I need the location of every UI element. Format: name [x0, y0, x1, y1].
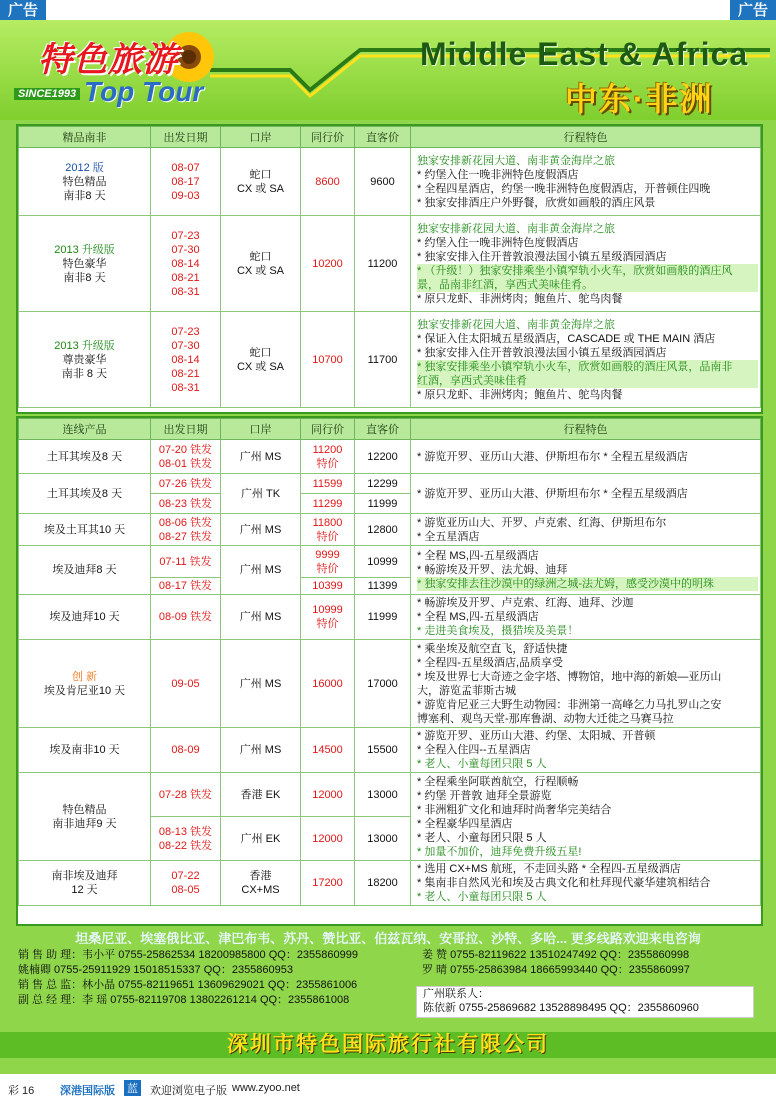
top-strip	[0, 0, 776, 20]
port-cell: 广州 MS	[221, 728, 301, 773]
date-cell: 08-17 铁发	[151, 578, 221, 595]
guangzhou-label: 广州联系人：	[423, 988, 489, 1000]
product-cell: 特色精品 南非迪拜9 天	[19, 773, 151, 861]
retail-price: 15500	[355, 728, 411, 773]
more-destinations: 坦桑尼亚、埃塞俄比亚、津巴布韦、苏丹、赞比亚、伯兹瓦纳、安哥拉、沙特、多哈... 更多线路欢迎来电咨询	[75, 931, 701, 946]
peer-price: 16000	[301, 640, 355, 728]
col-header: 出发日期	[151, 419, 221, 440]
region-title-en: Middle East & Africa	[420, 36, 749, 72]
date-cell: 08-13 铁发 08-22 铁发	[151, 817, 221, 861]
peer-price: 14500	[301, 728, 355, 773]
table-row	[19, 312, 761, 408]
product-cell: 埃及南非10 天	[19, 728, 151, 773]
product-cell: 土耳其埃及8 天	[19, 440, 151, 474]
table-row	[19, 640, 761, 728]
peer-price: 11599	[301, 474, 355, 494]
peer-price: 9999 特价	[301, 546, 355, 578]
table-row	[19, 728, 761, 773]
date-cell: 09-05	[151, 640, 221, 728]
table-row	[19, 474, 761, 494]
port-cell: 香港 CX+MS	[221, 861, 301, 906]
peer-price: 11200 特价	[301, 440, 355, 474]
brand-en: Top Tour	[84, 76, 204, 107]
contact-line: 姜 赞 0755-82119622 13510247492 QQ：2355860998	[422, 949, 690, 961]
features-cell: * 乘坐埃及航空直飞，舒适快捷 * 全程四-五星级酒店,品质享受 * 埃及世界七大奇迹之金字塔、博物馆，地中海的新娘—亚历山 大，游览孟菲斯古城 * 游览肯尼亚三大野生动物园：非洲第一高峰乞力马扎罗山之安 博塞利、观鸟天堂-那库鲁湖、动物大迁徙之马赛马拉	[411, 640, 761, 728]
dates-cell: 07-23 07-30 08-14 08-21 08-31	[151, 312, 221, 408]
contact-line: 罗 晴 0755-25863984 18665993440 QQ：2355860997	[422, 964, 690, 976]
product-cell: 土耳其埃及8 天	[19, 474, 151, 514]
page-number: 彩 16	[8, 1085, 35, 1097]
retail-price: 11700	[355, 312, 411, 408]
product-cell: 2012 版 特色精品 南非8 天	[19, 148, 151, 216]
date-cell: 08-23 铁发	[151, 494, 221, 514]
retail-price: 12200	[355, 440, 411, 474]
south-africa-panel	[16, 124, 763, 414]
footer	[0, 1074, 776, 1100]
contact-line: 销 售 总 监：林小晶 0755-82119651 13609629021 QQ：2355861006	[18, 979, 358, 991]
brand-since: SINCE1993	[14, 88, 80, 100]
ad-tag-right: 广告	[730, 0, 776, 20]
contact-line: 姚楠卿 0755-25911929 15018515337 QQ：2355860953	[18, 964, 294, 976]
peer-price: 11299	[301, 494, 355, 514]
table-row	[19, 773, 761, 817]
table-row	[19, 440, 761, 474]
port-cell: 广州 MS	[221, 640, 301, 728]
peer-price: 10200	[301, 216, 355, 312]
combo-panel	[16, 416, 763, 926]
port-cell: 广州 EK	[221, 817, 301, 861]
product-cell: 埃及迪拜8 天	[19, 546, 151, 595]
peer-price: 8600	[301, 148, 355, 216]
south-africa-table	[18, 126, 761, 408]
port-cell: 广州 MS	[221, 440, 301, 474]
peer-price: 12000	[301, 773, 355, 817]
features-cell: * 游览开罗、亚历山大港、约堡、太阳城、开普顿 * 全程入住四--五星酒店 * 老人、小童每团只限 5 人	[411, 728, 761, 773]
port-cell: 广州 TK	[221, 474, 301, 514]
product-cell: 创 新 埃及肯尼亚10 天	[19, 640, 151, 728]
features-cell: * 畅游埃及开罗、卢克索、红海、迪拜、沙迦 * 全程 MS,四-五星级酒店 * 走进美食埃及，摄猎埃及美景！	[411, 595, 761, 640]
dates-cell: 08-06 铁发 08-27 铁发	[151, 514, 221, 546]
brand-cn: 特色旅游	[38, 40, 178, 80]
slogan: 欢迎浏览电子版	[150, 1085, 227, 1097]
features-cell: * 选用 CX+MS 航班，不走回头路 * 全程四-五星级酒店 * 集南非自然风光和埃及古典文化和杜拜现代豪华建筑相结合 * 老人、小童每团只限 5 人	[411, 861, 761, 906]
retail-price: 9600	[355, 148, 411, 216]
port-cell: 广州 MS	[221, 546, 301, 595]
peer-price: 11800 特价	[301, 514, 355, 546]
contact-line: 副 总 经 理：李 瑶 0755-82119708 13802261214 QQ：2355861008	[18, 994, 350, 1006]
guangzhou-contact: 陈依新 0755-25869682 13528898495 QQ：2355860960	[423, 1002, 699, 1014]
col-header: 精品南非	[19, 127, 151, 148]
date-cell: 08-09	[151, 728, 221, 773]
col-header: 连线产品	[19, 419, 151, 440]
guangzhou-contact-box	[416, 986, 754, 1018]
dates-cell: 07-23 07-30 08-14 08-21 08-31	[151, 216, 221, 312]
port-cell: 蛇口 CX 或 SA	[221, 148, 301, 216]
combo-table	[18, 418, 761, 906]
date-cell: 07-11 铁发	[151, 546, 221, 578]
retail-price: 11999	[355, 494, 411, 514]
retail-price: 13000	[355, 817, 411, 861]
retail-price: 11399	[355, 578, 411, 595]
features-cell: * 游览开罗、亚历山大港、伊斯坦布尔 * 全程五星级酒店	[411, 474, 761, 514]
port-cell: 广州 MS	[221, 514, 301, 546]
features-cell: 独家安排新花园大道、南非黄金海岸之旅 * 约堡入住一晚非洲特色度假酒店 * 全程四星酒店，约堡一晚非洲特色度假酒店，开普顿住四晚 * 独家安排酒庄户外野餐，欣赏如画般的酒庄风景	[411, 148, 761, 216]
col-header: 直客价	[355, 419, 411, 440]
product-cell: 南非埃及迪拜 12 天	[19, 861, 151, 906]
retail-price: 11200	[355, 216, 411, 312]
retail-price: 10999	[355, 546, 411, 578]
table-row	[19, 216, 761, 312]
col-header: 口岸	[221, 127, 301, 148]
col-header: 直客价	[355, 127, 411, 148]
peer-price: 17200	[301, 861, 355, 906]
features-cell: * 全程 MS,四-五星级酒店 * 畅游埃及开罗、法尤姆、迪拜 * 独家安排去往沙漠中的绿洲之城-法尤姆，感受沙漠中的明珠	[411, 546, 761, 595]
peer-price: 12000	[301, 817, 355, 861]
port-cell: 广州 MS	[221, 595, 301, 640]
peer-price: 10999 特价	[301, 595, 355, 640]
peer-price: 10399	[301, 578, 355, 595]
retail-price: 13000	[355, 773, 411, 817]
website-link[interactable]: www.zyoo.net	[232, 1082, 300, 1094]
retail-price: 12299	[355, 474, 411, 494]
features-cell: * 游览亚历山大、开罗、卢克索、红海、伊斯坦布尔 * 全五星酒店	[411, 514, 761, 546]
retail-price: 18200	[355, 861, 411, 906]
retail-price: 17000	[355, 640, 411, 728]
region-title-cn: 中东·非洲	[565, 81, 714, 117]
table-row	[19, 546, 761, 578]
product-cell: 埃及迪拜10 天	[19, 595, 151, 640]
port-cell: 蛇口 CX 或 SA	[221, 216, 301, 312]
port-cell: 香港 EK	[221, 773, 301, 817]
peer-price: 10700	[301, 312, 355, 408]
contact-line: 销 售 助 理：韦小平 0755-25862534 18200985800 QQ：2355860999	[18, 949, 358, 961]
table-row	[19, 148, 761, 216]
features-cell: 独家安排新花园大道、南非黄金海岸之旅 * 保证入住太阳城五星级酒店，CASCADE 或 THE MAIN 酒店 * 独家安排入住开普敦浪漫法国小镇五星级酒园酒店 * 独家安排乘坐小镇窄轨小火车，欣赏如画般的酒庄风景，品南非 红酒，享西式美味佳肴 * 原只龙虾、非洲烤肉；鲍鱼片、鸵鸟肉餐	[411, 312, 761, 408]
product-cell: 埃及土耳其10 天	[19, 514, 151, 546]
date-cell: 08-09 铁发	[151, 595, 221, 640]
date-cell: 07-28 铁发	[151, 773, 221, 817]
product-cell: 2013 升级版 特色豪华 南非8 天	[19, 216, 151, 312]
col-header: 口岸	[221, 419, 301, 440]
table-row	[19, 514, 761, 546]
edition-badge: 蓝	[124, 1080, 141, 1096]
date-cell: 07-22 08-05	[151, 861, 221, 906]
dates-cell: 07-20 铁发 08-01 铁发	[151, 440, 221, 474]
table-row	[19, 595, 761, 640]
date-cell: 07-26 铁发	[151, 474, 221, 494]
features-cell: * 全程乘坐阿联酋航空，行程顺畅 * 约堡 开普敦 迪拜全景游览 * 非洲粗犷文化和迪拜时尚奢华完美结合 * 全程豪华四星酒店 * 老人、小童每团只限 5 人 * 加量不加价，迪拜免费升级五星!	[411, 773, 761, 861]
table-row	[19, 861, 761, 906]
col-header: 同行价	[301, 127, 355, 148]
edition-label: 深港国际版	[60, 1085, 115, 1097]
col-header: 行程特色	[411, 419, 761, 440]
features-cell: 独家安排新花园大道、南非黄金海岸之旅 * 约堡入住一晚非洲特色度假酒店 * 独家安排入住开普敦浪漫法国小镇五星级酒园酒店 * （升级！）独家安排乘坐小镇窄轨小火车，欣赏如画般的酒庄风 景，品南非红酒，享西式美味佳肴。 * 原只龙虾、非洲烤肉；鲍鱼片、鸵鸟肉餐	[411, 216, 761, 312]
dates-cell: 08-07 08-17 09-03	[151, 148, 221, 216]
retail-price: 12800	[355, 514, 411, 546]
product-cell: 2013 升级版 尊贵豪华 南非 8 天	[19, 312, 151, 408]
company-name: 深圳市特色国际旅行社有限公司	[227, 1033, 549, 1056]
features-cell: * 游览开罗、亚历山大港、伊斯坦布尔 * 全程五星级酒店	[411, 440, 761, 474]
retail-price: 11999	[355, 595, 411, 640]
ad-tag-left: 广告	[0, 0, 46, 20]
col-header: 同行价	[301, 419, 355, 440]
col-header: 出发日期	[151, 127, 221, 148]
port-cell: 蛇口 CX 或 SA	[221, 312, 301, 408]
col-header: 行程特色	[411, 127, 761, 148]
